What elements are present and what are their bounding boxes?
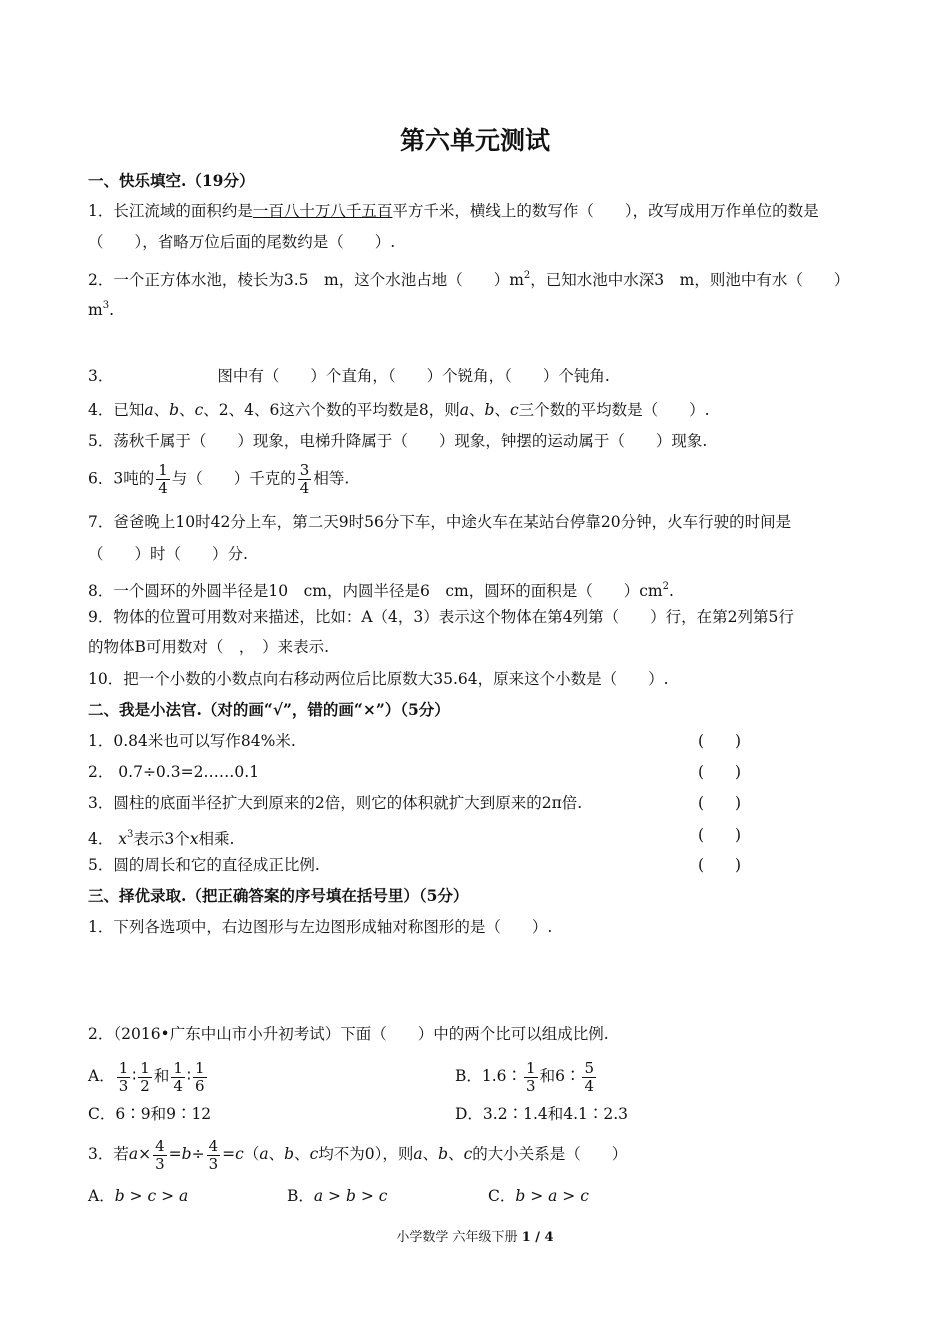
answer-paren: ( )	[698, 856, 742, 874]
choice-question-2: 2．（2016•广东中山市小升初考试）下面（ ）中的两个比可以组成比例.	[88, 1025, 609, 1043]
fraction: $\frac{4}{3}$	[208, 1136, 219, 1173]
page-number: 1 / 4	[521, 1230, 554, 1245]
fraction: $\frac{1}{6}$	[194, 1058, 205, 1095]
question-1-2: 2．一个正方体水池，棱长为3.5 m，这个水池占地（ ）$m^2$，已知水池中水深3 m，则池中有水（ ）	[88, 270, 850, 289]
choice-question-3: 3．若a× $\frac{4}{3}$ =b÷ $\frac{4}{3}$ =c（a、b、c均不为0），则a、b、c的大小关系是（ ）	[88, 1136, 628, 1173]
question-1-1-cont: （ ），省略万位后面的尾数约是（ ）.	[88, 233, 396, 251]
question-1-2-cont: $m^3$.	[88, 300, 115, 319]
fraction: $\frac{3}{4}$	[299, 461, 310, 497]
judge-item-2: 2． 0.7÷0.3=2……0.1	[88, 763, 260, 781]
answer-paren: ( )	[698, 763, 742, 781]
section-1-heading: 一、快乐填空.（19分）	[88, 171, 255, 190]
judge-item-5: 5．圆的周长和它的直径成正比例.	[88, 856, 320, 874]
judge-item-1: 1．0.84米也可以写作84%米.	[88, 732, 296, 750]
option-3c: C．b > a > c	[488, 1187, 589, 1205]
fraction: $\frac{5}{4}$	[584, 1058, 595, 1095]
question-1-10: 10．把一个小数的小数点向右移动两位后比原数大35.64，原来这个小数是（ ）.	[88, 670, 669, 688]
question-1-7-cont: （ ）时（ ）分.	[88, 545, 248, 563]
question-1-3: 3． 图中有（ ）个直角，（ ）个锐角，（ ）个钝角.	[88, 367, 610, 385]
option-2c: C．6∶9和9∶12	[88, 1105, 212, 1123]
question-1-9: 9．物体的位置可用数对来描述，比如：A（4，3）表示这个物体在第4列第（ ）行，在第2列第5行	[88, 608, 794, 626]
judge-item-3: 3．圆柱的底面半径扩大到原来的2倍，则它的体积就扩大到原来的2π倍.	[88, 794, 583, 812]
fraction: $\frac{1}{3}$	[118, 1058, 129, 1095]
option-2a: A． $\frac{1}{3}$ ∶ $\frac{1}{2}$ 和 $\frac{1}{4}$ ∶ $\frac{1}{6}$	[88, 1058, 205, 1095]
option-2b: B．1.6∶ $\frac{1}{3}$ 和6∶ $\frac{5}{4}$	[455, 1058, 595, 1095]
question-1-9-cont: 的物体B可用数对（ ， ）来表示.	[88, 638, 330, 656]
section-3-heading: 三、择优录取.（把正确答案的序号填在括号里）（5分）	[88, 886, 469, 905]
section-2-heading: 二、我是小法官.（对的画“√”，错的画“×”）（5分）	[88, 700, 450, 719]
judge-item-4: 4． $x^3$表示3个x相乘.	[88, 829, 235, 848]
page-title: 第六单元测试	[399, 126, 550, 155]
option-3a: A．b > c > a	[88, 1187, 189, 1205]
fraction: $\frac{1}{2}$	[140, 1058, 150, 1095]
question-1-1: 1．长江流域的面积约是一百八十万八千五百平方千米，横线上的数写作（ ），改写成用万作单位的数是	[88, 202, 819, 220]
question-1-4: 4．已知a、b、c、2、4、6这六个数的平均数是8，则a、b、c三个数的平均数是（ ）.	[88, 401, 710, 419]
fraction: $\frac{1}{4}$	[158, 461, 168, 497]
question-1-7: 7．爸爸晚上10时42分上车，第二天9时56分下车，中途火车在某站台停靠20分钟，火车行驶的时间是	[88, 513, 792, 531]
page-footer: 小学数学 六年级下册 1 / 4	[396, 1230, 554, 1245]
question-1-6: 6．3吨的 $\frac{1}{4}$ 与（ ）千克的 $\frac{3}{4}$ 相等.	[88, 461, 350, 497]
fraction: $\frac{1}{4}$	[173, 1058, 183, 1095]
answer-paren: ( )	[698, 732, 742, 750]
answer-paren: ( )	[698, 826, 742, 844]
option-2d: D．3.2∶1.4和4.1∶2.3	[455, 1105, 629, 1123]
question-1-5: 5．荡秋千属于（ ）现象，电梯升降属于（ ）现象，钟摆的运动属于（ ）现象.	[88, 432, 708, 450]
fraction: $\frac{4}{3}$	[155, 1136, 165, 1173]
answer-paren: ( )	[698, 794, 742, 812]
question-1-8: 8．一个圆环的外圆半径是10 cm，内圆半径是6 cm，圆环的面积是（ ）$cm^2$.	[88, 581, 674, 600]
choice-question-1: 1．下列各选项中，右边图形与左边图形成轴对称图形的是（ ）.	[88, 918, 553, 936]
option-3b: B．a > b > c	[287, 1187, 388, 1205]
fraction: $\frac{1}{3}$	[526, 1058, 536, 1095]
